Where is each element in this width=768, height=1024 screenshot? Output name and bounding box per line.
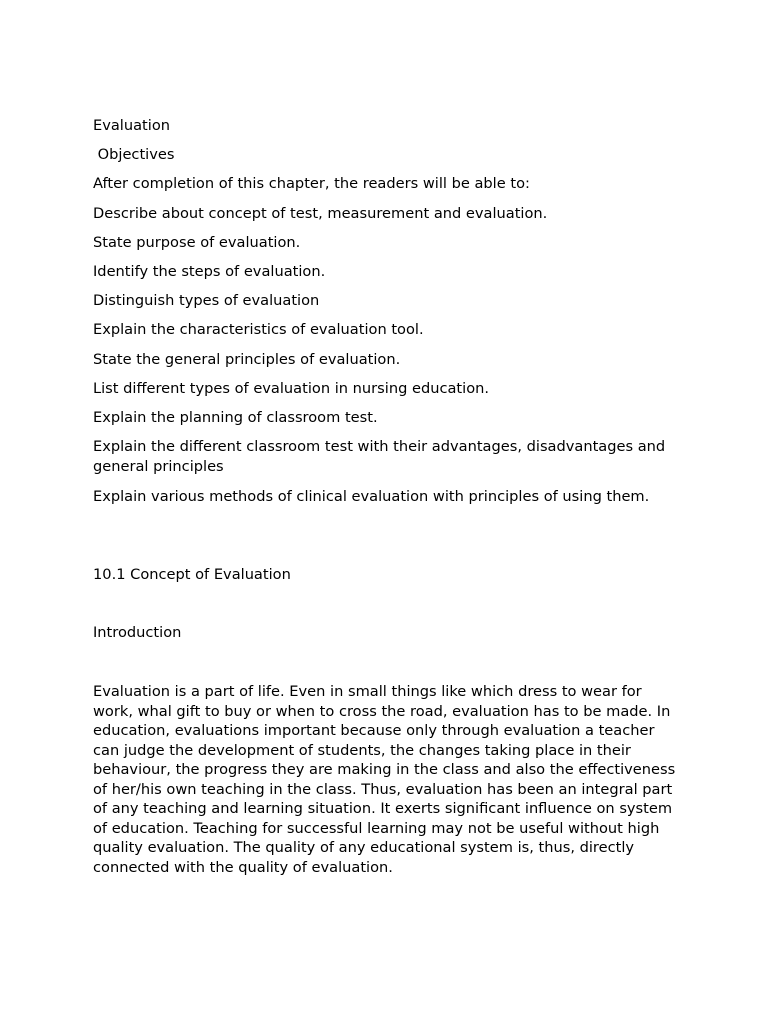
objective-item: List different types of evaluation in nursing education. — [93, 380, 490, 397]
subsection-heading: Introduction — [93, 624, 182, 641]
objective-item: Distinguish types of evaluation — [93, 292, 320, 309]
objective-item: Explain the different classroom test with their advantages, disadvantages and general principles — [93, 438, 666, 475]
objective-item: Explain various methods of clinical evaluation with principles of using them. — [93, 488, 650, 505]
section-heading: 10.1 Concept of Evaluation — [93, 566, 291, 583]
objective-item: State the general principles of evaluation. — [93, 351, 401, 368]
objective-item: Explain the planning of classroom test. — [93, 409, 378, 426]
document-title: Evaluation — [93, 117, 171, 134]
objective-item: Describe about concept of test, measurement and evaluation. — [93, 205, 548, 222]
objective-item: Identify the steps of evaluation. — [93, 263, 326, 280]
body-paragraph: Evaluation is a part of life. Even in small things like which dress to wear for work, whal gift to buy or when to cross the road, evaluation has to be made. In education, evaluations important because only through evaluation a teacher can judge the development of students, the changes taking place in their behaviour, the progress they are making in the class and also the effectiveness of her/his own teaching in the class. Thus, evaluation has been an integral part of any teaching and learning situation. It exerts significant influence on system of education. Teaching for successful learning may not be useful without high quality evaluation. The quality of any educational system is, thus, directly connected with the quality of evaluation. — [93, 683, 676, 876]
objectives-heading: Objectives — [93, 146, 175, 163]
objective-item: Explain the characteristics of evaluation tool. — [93, 321, 424, 338]
objective-item: State purpose of evaluation. — [93, 234, 301, 251]
intro-line: After completion of this chapter, the readers will be able to: — [93, 175, 530, 192]
